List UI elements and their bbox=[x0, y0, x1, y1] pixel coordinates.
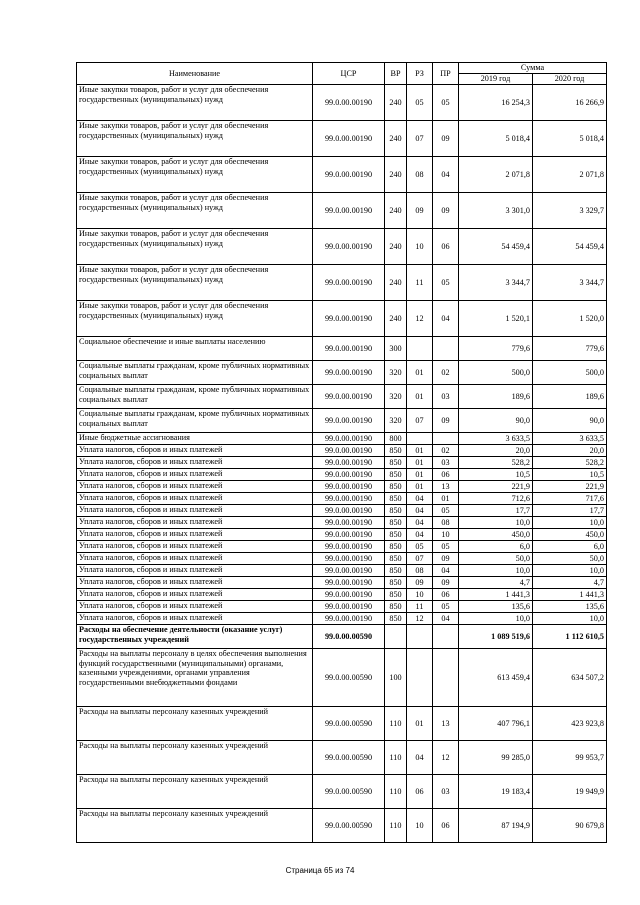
cell-csr: 99.0.00.00190 bbox=[313, 493, 385, 505]
cell-vr: 850 bbox=[385, 589, 407, 601]
cell-pr: 03 bbox=[433, 457, 459, 469]
cell-rz: 11 bbox=[407, 601, 433, 613]
cell-name: Уплата налогов, сборов и иных платежей bbox=[77, 553, 313, 565]
cell-vr bbox=[385, 625, 407, 649]
cell-s2020: 4,7 bbox=[533, 577, 607, 589]
table-row bbox=[77, 121, 607, 157]
cell-pr: 13 bbox=[433, 481, 459, 493]
cell-pr: 02 bbox=[433, 445, 459, 457]
cell-csr: 99.0.00.00190 bbox=[313, 601, 385, 613]
cell-s2019: 779,6 bbox=[459, 337, 533, 361]
cell-s2020: 6,0 bbox=[533, 541, 607, 553]
cell-s2019: 10,0 bbox=[459, 517, 533, 529]
cell-csr: 99.0.00.00190 bbox=[313, 337, 385, 361]
table-row bbox=[77, 469, 607, 481]
cell-csr: 99.0.00.00190 bbox=[313, 481, 385, 493]
cell-s2019: 6,0 bbox=[459, 541, 533, 553]
cell-csr: 99.0.00.00190 bbox=[313, 529, 385, 541]
cell-name: Уплата налогов, сборов и иных платежей bbox=[77, 469, 313, 481]
cell-s2019: 500,0 bbox=[459, 361, 533, 385]
cell-name: Уплата налогов, сборов и иных платежей bbox=[77, 613, 313, 625]
table-row bbox=[77, 577, 607, 589]
cell-rz: 01 bbox=[407, 481, 433, 493]
cell-csr: 99.0.00.00190 bbox=[313, 301, 385, 337]
cell-vr: 850 bbox=[385, 601, 407, 613]
cell-s2019: 1 441,3 bbox=[459, 589, 533, 601]
cell-rz: 11 bbox=[407, 265, 433, 301]
cell-vr: 850 bbox=[385, 529, 407, 541]
cell-name: Иные закупки товаров, работ и услуг для обеспечения государственных (муниципальных) нужд bbox=[77, 301, 313, 337]
cell-csr: 99.0.00.00190 bbox=[313, 85, 385, 121]
cell-name: Расходы на выплаты персоналу казенных учреждений bbox=[77, 741, 313, 775]
cell-pr: 09 bbox=[433, 121, 459, 157]
table-row bbox=[77, 385, 607, 409]
cell-name: Уплата налогов, сборов и иных платежей bbox=[77, 541, 313, 553]
cell-vr: 850 bbox=[385, 481, 407, 493]
cell-name: Иные закупки товаров, работ и услуг для обеспечения государственных (муниципальных) нужд bbox=[77, 229, 313, 265]
cell-csr: 99.0.00.00590 bbox=[313, 625, 385, 649]
cell-s2019: 5 018,4 bbox=[459, 121, 533, 157]
cell-pr: 10 bbox=[433, 529, 459, 541]
cell-pr bbox=[433, 337, 459, 361]
cell-pr: 01 bbox=[433, 493, 459, 505]
cell-name: Расходы на выплаты персоналу казенных учреждений bbox=[77, 775, 313, 809]
table-row bbox=[77, 775, 607, 809]
cell-csr: 99.0.00.00190 bbox=[313, 553, 385, 565]
cell-vr: 850 bbox=[385, 517, 407, 529]
cell-rz: 04 bbox=[407, 493, 433, 505]
cell-s2019: 54 459,4 bbox=[459, 229, 533, 265]
cell-vr: 300 bbox=[385, 337, 407, 361]
cell-pr: 03 bbox=[433, 385, 459, 409]
cell-pr: 06 bbox=[433, 809, 459, 843]
cell-s2019: 712,6 bbox=[459, 493, 533, 505]
col-header-2020: 2020 год bbox=[533, 74, 607, 85]
cell-csr: 99.0.00.00190 bbox=[313, 517, 385, 529]
table-row bbox=[77, 157, 607, 193]
cell-pr: 09 bbox=[433, 553, 459, 565]
cell-pr: 04 bbox=[433, 565, 459, 577]
cell-pr: 05 bbox=[433, 601, 459, 613]
cell-s2020: 17,7 bbox=[533, 505, 607, 517]
cell-pr: 04 bbox=[433, 301, 459, 337]
cell-csr: 99.0.00.00190 bbox=[313, 193, 385, 229]
cell-pr: 09 bbox=[433, 193, 459, 229]
cell-s2019: 10,0 bbox=[459, 565, 533, 577]
cell-name: Социальные выплаты гражданам, кроме публичных нормативных социальных выплат bbox=[77, 361, 313, 385]
cell-s2020: 20,0 bbox=[533, 445, 607, 457]
cell-vr: 100 bbox=[385, 649, 407, 707]
cell-rz: 01 bbox=[407, 707, 433, 741]
cell-csr: 99.0.00.00590 bbox=[313, 707, 385, 741]
cell-csr: 99.0.00.00190 bbox=[313, 541, 385, 553]
cell-s2020: 221,9 bbox=[533, 481, 607, 493]
cell-csr: 99.0.00.00590 bbox=[313, 741, 385, 775]
cell-name: Уплата налогов, сборов и иных платежей bbox=[77, 529, 313, 541]
cell-vr: 240 bbox=[385, 121, 407, 157]
cell-s2019: 19 183,4 bbox=[459, 775, 533, 809]
cell-vr: 850 bbox=[385, 457, 407, 469]
cell-pr: 02 bbox=[433, 361, 459, 385]
cell-pr bbox=[433, 433, 459, 445]
cell-rz: 09 bbox=[407, 577, 433, 589]
cell-csr: 99.0.00.00190 bbox=[313, 613, 385, 625]
cell-s2020: 1 112 610,5 bbox=[533, 625, 607, 649]
cell-s2019: 2 071,8 bbox=[459, 157, 533, 193]
cell-rz: 10 bbox=[407, 809, 433, 843]
cell-s2020: 10,0 bbox=[533, 613, 607, 625]
cell-s2020: 3 633,5 bbox=[533, 433, 607, 445]
cell-rz: 07 bbox=[407, 553, 433, 565]
col-header-pr: ПР bbox=[433, 63, 459, 85]
cell-s2020: 3 344,7 bbox=[533, 265, 607, 301]
cell-csr: 99.0.00.00190 bbox=[313, 577, 385, 589]
col-header-csr: ЦСР bbox=[313, 63, 385, 85]
cell-vr: 850 bbox=[385, 505, 407, 517]
cell-csr: 99.0.00.00190 bbox=[313, 121, 385, 157]
cell-vr: 110 bbox=[385, 809, 407, 843]
cell-s2019: 50,0 bbox=[459, 553, 533, 565]
cell-name: Расходы на выплаты персоналу казенных учреждений bbox=[77, 707, 313, 741]
cell-s2019: 16 254,3 bbox=[459, 85, 533, 121]
cell-rz: 07 bbox=[407, 409, 433, 433]
cell-pr: 04 bbox=[433, 157, 459, 193]
cell-s2020: 528,2 bbox=[533, 457, 607, 469]
table-row bbox=[77, 741, 607, 775]
cell-pr: 05 bbox=[433, 265, 459, 301]
table-row bbox=[77, 553, 607, 565]
table-body bbox=[77, 85, 607, 843]
page-footer: Страница 65 из 74 bbox=[285, 866, 355, 875]
cell-pr: 12 bbox=[433, 741, 459, 775]
cell-rz bbox=[407, 337, 433, 361]
cell-name: Иные закупки товаров, работ и услуг для обеспечения государственных (муниципальных) нужд bbox=[77, 193, 313, 229]
cell-name: Расходы на выплаты персоналу в целях обеспечения выполнения функций государственными (муниципальными) органами, казенными учреждениями, органами управления государственными внебюджетными фондами bbox=[77, 649, 313, 707]
cell-name: Иные закупки товаров, работ и услуг для обеспечения государственных (муниципальных) нужд bbox=[77, 85, 313, 121]
cell-pr: 03 bbox=[433, 775, 459, 809]
cell-vr: 240 bbox=[385, 85, 407, 121]
cell-s2020: 19 949,9 bbox=[533, 775, 607, 809]
cell-s2019: 99 285,0 bbox=[459, 741, 533, 775]
cell-name: Уплата налогов, сборов и иных платежей bbox=[77, 565, 313, 577]
cell-rz bbox=[407, 433, 433, 445]
col-header-name: Наименование bbox=[77, 63, 313, 85]
table-row bbox=[77, 589, 607, 601]
cell-rz: 04 bbox=[407, 505, 433, 517]
cell-vr: 850 bbox=[385, 565, 407, 577]
cell-vr: 110 bbox=[385, 741, 407, 775]
cell-pr: 06 bbox=[433, 589, 459, 601]
cell-vr: 240 bbox=[385, 193, 407, 229]
table-row bbox=[77, 301, 607, 337]
cell-name: Социальные выплаты гражданам, кроме публичных нормативных социальных выплат bbox=[77, 385, 313, 409]
table-row bbox=[77, 505, 607, 517]
cell-csr: 99.0.00.00590 bbox=[313, 809, 385, 843]
cell-pr: 05 bbox=[433, 505, 459, 517]
cell-csr: 99.0.00.00190 bbox=[313, 505, 385, 517]
cell-csr: 99.0.00.00190 bbox=[313, 385, 385, 409]
cell-pr bbox=[433, 649, 459, 707]
cell-s2020: 1 441,3 bbox=[533, 589, 607, 601]
table-row bbox=[77, 601, 607, 613]
cell-vr: 850 bbox=[385, 577, 407, 589]
budget-table bbox=[76, 62, 607, 843]
cell-s2020: 450,0 bbox=[533, 529, 607, 541]
cell-vr: 850 bbox=[385, 445, 407, 457]
cell-name: Уплата налогов, сборов и иных платежей bbox=[77, 481, 313, 493]
cell-csr: 99.0.00.00190 bbox=[313, 433, 385, 445]
cell-s2019: 1 089 519,6 bbox=[459, 625, 533, 649]
cell-rz bbox=[407, 649, 433, 707]
cell-rz: 04 bbox=[407, 517, 433, 529]
cell-pr: 05 bbox=[433, 541, 459, 553]
cell-s2019: 613 459,4 bbox=[459, 649, 533, 707]
cell-pr: 08 bbox=[433, 517, 459, 529]
cell-vr: 240 bbox=[385, 265, 407, 301]
cell-s2020: 634 507,2 bbox=[533, 649, 607, 707]
cell-csr: 99.0.00.00190 bbox=[313, 565, 385, 577]
cell-s2020: 99 953,7 bbox=[533, 741, 607, 775]
cell-s2019: 221,9 bbox=[459, 481, 533, 493]
cell-pr bbox=[433, 625, 459, 649]
cell-csr: 99.0.00.00190 bbox=[313, 409, 385, 433]
cell-rz: 10 bbox=[407, 229, 433, 265]
cell-s2020: 500,0 bbox=[533, 361, 607, 385]
cell-name: Иные закупки товаров, работ и услуг для обеспечения государственных (муниципальных) нужд bbox=[77, 265, 313, 301]
col-header-sum: Сумма bbox=[459, 63, 607, 74]
cell-s2020: 90,0 bbox=[533, 409, 607, 433]
cell-name: Расходы на выплаты персоналу казенных учреждений bbox=[77, 809, 313, 843]
cell-name: Иные закупки товаров, работ и услуг для обеспечения государственных (муниципальных) нужд bbox=[77, 157, 313, 193]
cell-s2020: 135,6 bbox=[533, 601, 607, 613]
cell-s2019: 20,0 bbox=[459, 445, 533, 457]
cell-pr: 09 bbox=[433, 409, 459, 433]
cell-s2019: 528,2 bbox=[459, 457, 533, 469]
cell-rz: 01 bbox=[407, 385, 433, 409]
cell-s2019: 407 796,1 bbox=[459, 707, 533, 741]
cell-s2020: 2 071,8 bbox=[533, 157, 607, 193]
cell-vr: 240 bbox=[385, 157, 407, 193]
table-row bbox=[77, 445, 607, 457]
cell-s2019: 3 301,0 bbox=[459, 193, 533, 229]
table-row bbox=[77, 493, 607, 505]
cell-s2019: 3 344,7 bbox=[459, 265, 533, 301]
cell-rz: 08 bbox=[407, 565, 433, 577]
cell-s2019: 450,0 bbox=[459, 529, 533, 541]
cell-pr: 09 bbox=[433, 577, 459, 589]
cell-rz bbox=[407, 625, 433, 649]
cell-vr: 240 bbox=[385, 229, 407, 265]
cell-csr: 99.0.00.00590 bbox=[313, 649, 385, 707]
table-row bbox=[77, 433, 607, 445]
cell-s2020: 10,0 bbox=[533, 565, 607, 577]
col-header-2019: 2019 год bbox=[459, 74, 533, 85]
table-row bbox=[77, 529, 607, 541]
cell-rz: 01 bbox=[407, 361, 433, 385]
cell-pr: 13 bbox=[433, 707, 459, 741]
cell-csr: 99.0.00.00590 bbox=[313, 775, 385, 809]
cell-s2020: 717,6 bbox=[533, 493, 607, 505]
cell-s2019: 135,6 bbox=[459, 601, 533, 613]
cell-s2019: 87 194,9 bbox=[459, 809, 533, 843]
table-row bbox=[77, 649, 607, 707]
cell-s2020: 10,5 bbox=[533, 469, 607, 481]
table-row bbox=[77, 517, 607, 529]
cell-vr: 320 bbox=[385, 409, 407, 433]
cell-rz: 05 bbox=[407, 541, 433, 553]
cell-vr: 850 bbox=[385, 493, 407, 505]
cell-s2020: 3 329,7 bbox=[533, 193, 607, 229]
table-row bbox=[77, 541, 607, 553]
cell-s2019: 189,6 bbox=[459, 385, 533, 409]
cell-name: Уплата налогов, сборов и иных платежей bbox=[77, 445, 313, 457]
cell-s2019: 3 633,5 bbox=[459, 433, 533, 445]
cell-name: Уплата налогов, сборов и иных платежей bbox=[77, 493, 313, 505]
table-header bbox=[77, 63, 607, 85]
cell-vr: 850 bbox=[385, 613, 407, 625]
cell-vr: 850 bbox=[385, 553, 407, 565]
cell-pr: 04 bbox=[433, 613, 459, 625]
cell-csr: 99.0.00.00190 bbox=[313, 457, 385, 469]
cell-rz: 09 bbox=[407, 193, 433, 229]
cell-pr: 06 bbox=[433, 469, 459, 481]
cell-name: Уплата налогов, сборов и иных платежей bbox=[77, 589, 313, 601]
cell-pr: 05 bbox=[433, 85, 459, 121]
cell-s2020: 54 459,4 bbox=[533, 229, 607, 265]
cell-vr: 850 bbox=[385, 469, 407, 481]
cell-rz: 12 bbox=[407, 613, 433, 625]
cell-vr: 110 bbox=[385, 707, 407, 741]
cell-vr: 800 bbox=[385, 433, 407, 445]
col-header-vr: ВР bbox=[385, 63, 407, 85]
cell-vr: 850 bbox=[385, 541, 407, 553]
cell-csr: 99.0.00.00190 bbox=[313, 469, 385, 481]
cell-s2019: 1 520,1 bbox=[459, 301, 533, 337]
cell-s2019: 10,0 bbox=[459, 613, 533, 625]
cell-s2020: 1 520,0 bbox=[533, 301, 607, 337]
table-row bbox=[77, 481, 607, 493]
cell-s2020: 16 266,9 bbox=[533, 85, 607, 121]
table-row bbox=[77, 409, 607, 433]
table-row bbox=[77, 229, 607, 265]
cell-vr: 320 bbox=[385, 361, 407, 385]
cell-s2019: 17,7 bbox=[459, 505, 533, 517]
cell-name: Уплата налогов, сборов и иных платежей bbox=[77, 601, 313, 613]
cell-s2020: 90 679,8 bbox=[533, 809, 607, 843]
cell-vr: 110 bbox=[385, 775, 407, 809]
table-row bbox=[77, 265, 607, 301]
cell-rz: 12 bbox=[407, 301, 433, 337]
cell-rz: 01 bbox=[407, 457, 433, 469]
cell-s2020: 10,0 bbox=[533, 517, 607, 529]
table-row bbox=[77, 707, 607, 741]
cell-csr: 99.0.00.00190 bbox=[313, 229, 385, 265]
table-row bbox=[77, 85, 607, 121]
table-row bbox=[77, 361, 607, 385]
cell-s2019: 90,0 bbox=[459, 409, 533, 433]
table-row bbox=[77, 625, 607, 649]
cell-rz: 08 bbox=[407, 157, 433, 193]
cell-s2020: 5 018,4 bbox=[533, 121, 607, 157]
table-row bbox=[77, 565, 607, 577]
cell-csr: 99.0.00.00190 bbox=[313, 265, 385, 301]
table-row bbox=[77, 337, 607, 361]
cell-rz: 01 bbox=[407, 445, 433, 457]
table-row bbox=[77, 457, 607, 469]
cell-rz: 04 bbox=[407, 741, 433, 775]
table-row bbox=[77, 613, 607, 625]
cell-rz: 06 bbox=[407, 775, 433, 809]
cell-rz: 05 bbox=[407, 85, 433, 121]
cell-name: Уплата налогов, сборов и иных платежей bbox=[77, 505, 313, 517]
cell-s2019: 4,7 bbox=[459, 577, 533, 589]
cell-pr: 06 bbox=[433, 229, 459, 265]
cell-rz: 01 bbox=[407, 469, 433, 481]
col-header-rz: РЗ bbox=[407, 63, 433, 85]
cell-vr: 240 bbox=[385, 301, 407, 337]
cell-name: Уплата налогов, сборов и иных платежей bbox=[77, 577, 313, 589]
cell-name: Уплата налогов, сборов и иных платежей bbox=[77, 517, 313, 529]
cell-rz: 04 bbox=[407, 529, 433, 541]
cell-name: Иные закупки товаров, работ и услуг для обеспечения государственных (муниципальных) нужд bbox=[77, 121, 313, 157]
table-row bbox=[77, 809, 607, 843]
table-row bbox=[77, 193, 607, 229]
cell-name: Уплата налогов, сборов и иных платежей bbox=[77, 457, 313, 469]
cell-name: Социальные выплаты гражданам, кроме публичных нормативных социальных выплат bbox=[77, 409, 313, 433]
cell-s2020: 779,6 bbox=[533, 337, 607, 361]
cell-s2020: 189,6 bbox=[533, 385, 607, 409]
cell-csr: 99.0.00.00190 bbox=[313, 445, 385, 457]
cell-csr: 99.0.00.00190 bbox=[313, 361, 385, 385]
cell-rz: 10 bbox=[407, 589, 433, 601]
cell-vr: 320 bbox=[385, 385, 407, 409]
cell-rz: 07 bbox=[407, 121, 433, 157]
cell-s2020: 50,0 bbox=[533, 553, 607, 565]
cell-name: Социальное обеспечение и иные выплаты населению bbox=[77, 337, 313, 361]
cell-s2019: 10,5 bbox=[459, 469, 533, 481]
cell-s2020: 423 923,8 bbox=[533, 707, 607, 741]
cell-csr: 99.0.00.00190 bbox=[313, 157, 385, 193]
cell-csr: 99.0.00.00190 bbox=[313, 589, 385, 601]
cell-name: Расходы на обеспечение деятельности (оказание услуг) государственных учреждений bbox=[77, 625, 313, 649]
cell-name: Иные бюджетные ассигнования bbox=[77, 433, 313, 445]
